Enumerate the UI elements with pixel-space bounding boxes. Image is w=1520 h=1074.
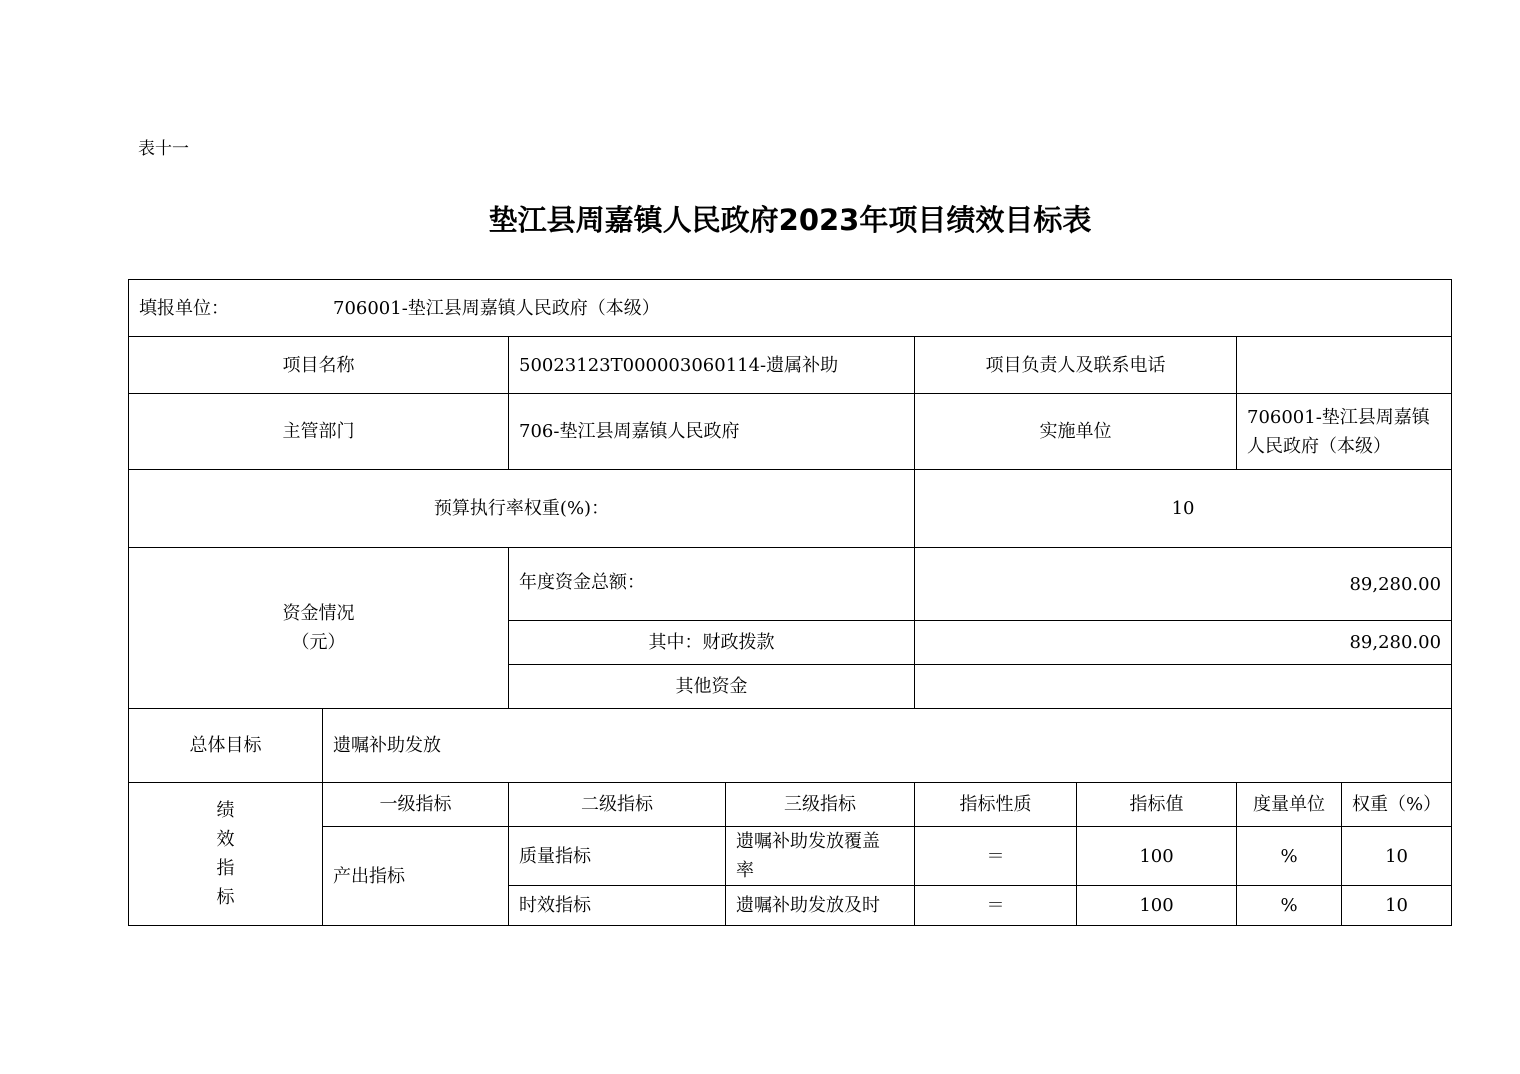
funds-label-line2: （元）: [291, 632, 346, 653]
row2-level3: 遗嘱补助发放及时: [726, 886, 915, 926]
perf-char-3: 指: [216, 858, 235, 879]
contact-value: [1237, 337, 1452, 394]
contact-label: 项目负责人及联系电话: [915, 337, 1237, 394]
row2-level2: 时效指标: [509, 886, 726, 926]
fiscal-value: 89,280.00: [915, 621, 1452, 665]
impl-unit-value: [1237, 394, 1452, 470]
perf-char-4: 标: [216, 887, 235, 908]
impl-unit-line2: 人民政府（本级）: [1247, 435, 1391, 457]
col-level3: 三级指标: [726, 783, 915, 827]
other-value: [915, 665, 1452, 709]
col-nature: 指标性质: [915, 783, 1077, 827]
dept-label: 主管部门: [129, 394, 509, 470]
filling-unit-value: 706001-垫江县周嘉镇人民政府（本级）: [333, 297, 660, 319]
indicator-header-row: [129, 783, 1452, 827]
row2-unit: %: [1237, 886, 1342, 926]
impl-unit-line1: 706001-垫江县周嘉镇: [1247, 406, 1430, 428]
annual-total-value: 89,280.00: [915, 548, 1452, 621]
row1-level3-line2: 率: [736, 860, 754, 881]
budget-weight-value: 10: [915, 470, 1452, 548]
row2-value: 100: [1077, 886, 1237, 926]
project-name-row: [129, 337, 1452, 394]
project-name-value: 50023123T000003060114-遗属补助: [509, 337, 915, 394]
filling-unit-label: 填报单位：: [139, 297, 229, 319]
goal-value: 遗嘱补助发放: [323, 709, 1452, 783]
row1-level3: [726, 827, 915, 886]
row1-value: 100: [1077, 827, 1237, 886]
annual-total-label: 年度资金总额：: [509, 548, 915, 621]
project-name-label: 项目名称: [129, 337, 509, 394]
overall-goal-row: [129, 709, 1452, 783]
filling-unit-cell: [129, 280, 1452, 337]
row1-weight: 10: [1342, 827, 1452, 886]
col-level1: 一级指标: [323, 783, 509, 827]
row2-weight: 10: [1342, 886, 1452, 926]
budget-weight-label: 预算执行率权重(%)：: [129, 470, 915, 548]
funds-label-line1: 资金情况: [282, 603, 355, 624]
fiscal-label: 其中：财政拨款: [509, 621, 915, 665]
other-label: 其他资金: [509, 665, 915, 709]
performance-indicator-label: [129, 783, 323, 926]
filling-unit-row: [129, 280, 1452, 337]
perf-char-1: 绩: [216, 800, 235, 821]
impl-unit-label: 实施单位: [915, 394, 1237, 470]
row1-level3-line1: 遗嘱补助发放覆盖: [736, 831, 880, 852]
row1-unit: %: [1237, 827, 1342, 886]
page-title: 垫江县周嘉镇人民政府2023年项目绩效目标表: [488, 203, 1092, 237]
col-value: 指标值: [1077, 783, 1237, 827]
perf-char-2: 效: [216, 829, 235, 850]
table-number: 表十一: [138, 139, 189, 159]
funds-label: [129, 548, 509, 709]
row1-nature: ＝: [915, 827, 1077, 886]
annual-funds-row: [129, 548, 1452, 621]
performance-target-table: [128, 279, 1452, 926]
col-weight: 权重（%）: [1342, 783, 1452, 827]
table-row: [129, 827, 1452, 886]
row2-nature: ＝: [915, 886, 1077, 926]
dept-value: 706-垫江县周嘉镇人民政府: [509, 394, 915, 470]
col-unit: 度量单位: [1237, 783, 1342, 827]
col-level2: 二级指标: [509, 783, 726, 827]
budget-weight-row: [129, 470, 1452, 548]
department-row: [129, 394, 1452, 470]
output-indicator-label: 产出指标: [323, 827, 509, 926]
goal-label: 总体目标: [129, 709, 323, 783]
row1-level2: 质量指标: [509, 827, 726, 886]
